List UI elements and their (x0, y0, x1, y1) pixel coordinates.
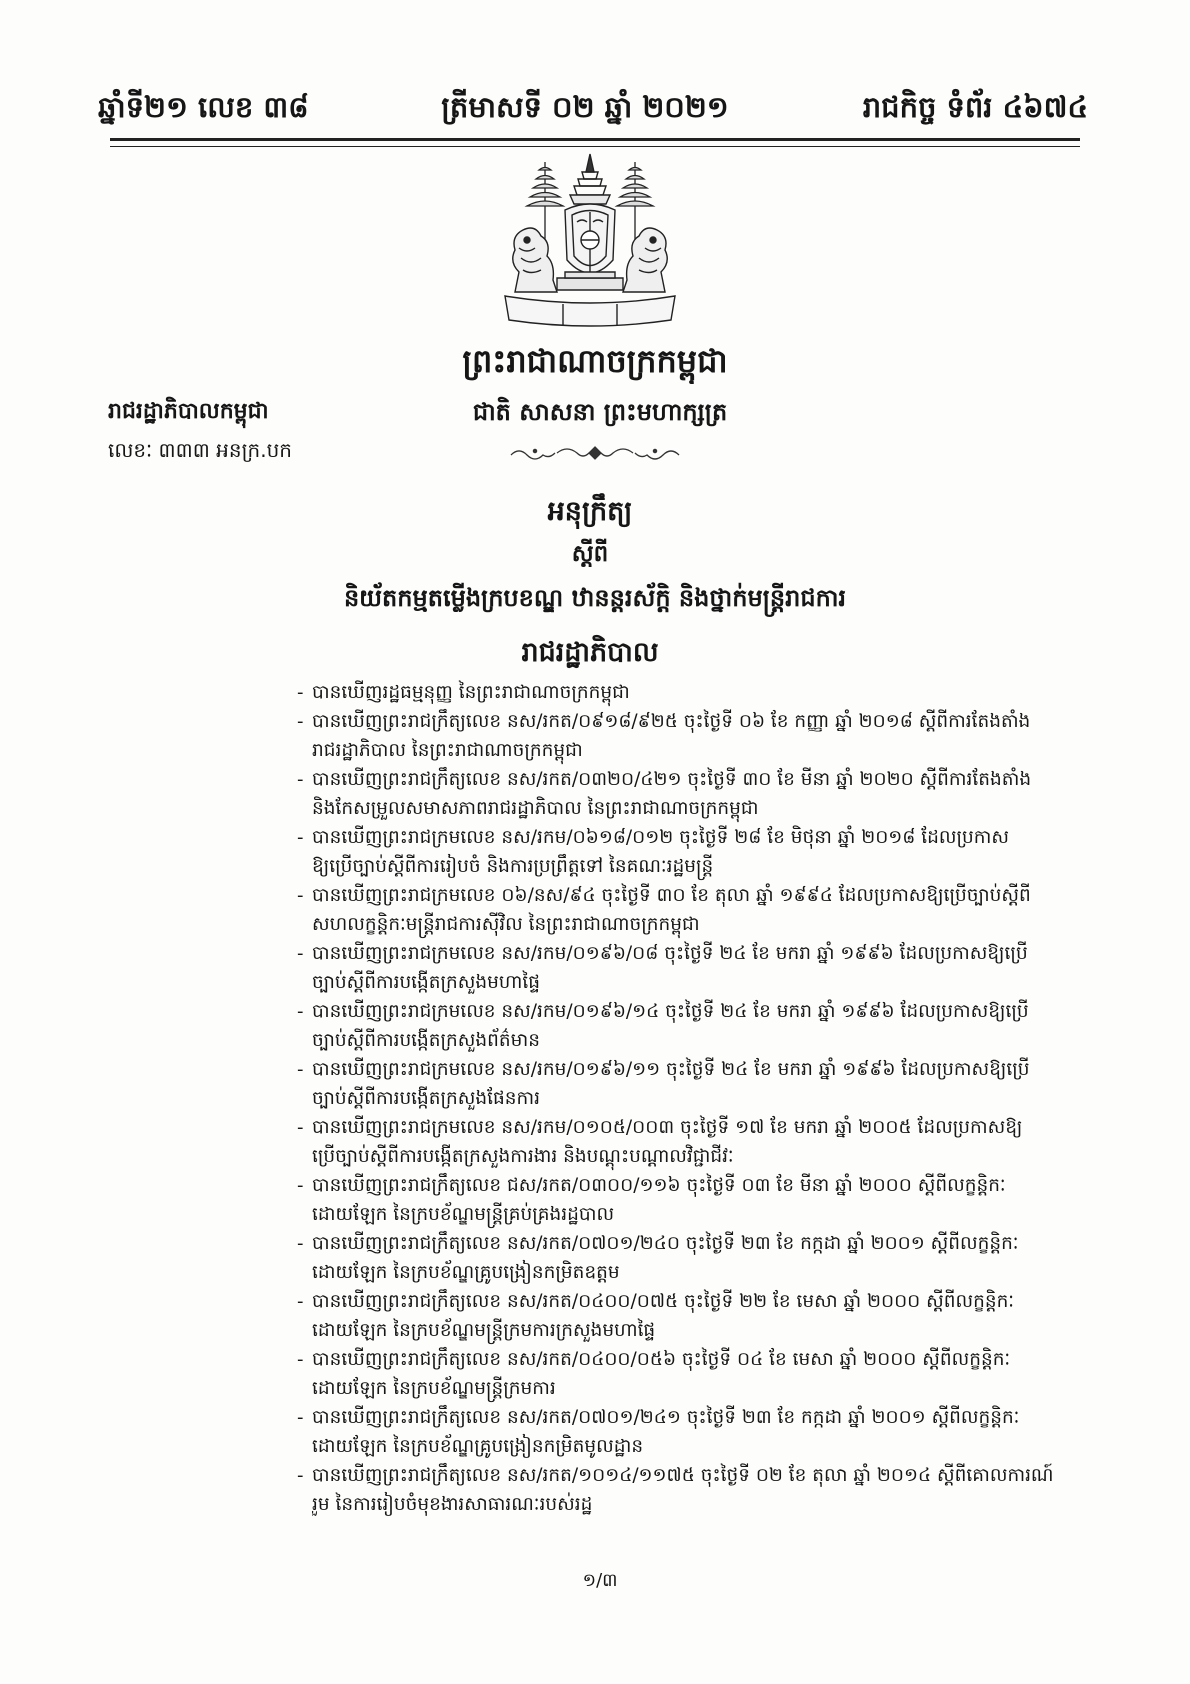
consideration-line: បានឃើញព្រះរាជក្រឹត្យលេខ នស/រកត/០៤០០/០៧៥ ចុះថ្ងៃទី ២២ ខែ មេសា ឆ្នាំ ២០០០ ស្តីពីលក្ខន្តិកៈ (312, 1291, 1014, 1312)
consideration-line: បានឃើញព្រះរាជក្រឹត្យលេខ នស/រកត/០៣២០/៤២១ ចុះថ្ងៃទី ៣០ ខែ មីនា ឆ្នាំ ២០២០ ស្តីពីការតែងតាំង (312, 769, 1032, 790)
list-marker: - (297, 1175, 304, 1196)
consideration-line: ឱ្យប្រើច្បាប់ស្តីពីការរៀបចំ និងការប្រព្រឹត្តទៅ នៃគណៈរដ្ឋមន្ត្រី (312, 856, 714, 877)
list-item (297, 1345, 1087, 1403)
ribbon-banner (505, 296, 675, 326)
list-marker: - (297, 1465, 304, 1486)
consideration-line: សហលក្ខន្តិកៈមន្ត្រីរាជការស៊ីវិល នៃព្រះរាជាណាចក្រកម្ពុជា (312, 914, 700, 935)
list-item (297, 881, 1087, 939)
list-marker: - (297, 943, 304, 964)
consideration-line: បានឃើញព្រះរាជក្រឹត្យលេខ នស/រកត/០៧០១/២៤១ ចុះថ្ងៃទី ២៣ ខែ កក្កដា ឆ្នាំ ២០០១ ស្តីពីលក្ខន្តិកៈ (312, 1407, 1020, 1428)
consideration-line: បានឃើញព្រះរាជក្រមលេខ នស/រកម/០១០៥/០០៣ ចុះថ្ងៃទី ១៧ ខែ មករា ឆ្នាំ ២០០៥ ដែលប្រកាសឱ្យ (312, 1117, 1023, 1138)
list-item (297, 1113, 1087, 1171)
list-marker: - (297, 1407, 304, 1428)
list-marker: - (297, 827, 304, 848)
list-marker: - (297, 769, 304, 790)
gazette-quarter: ត្រីមាសទី ០២ ឆ្នាំ ២០២១ (441, 90, 729, 124)
issuing-government: រាជរដ្ឋាភិបាលកម្ពុជា (108, 399, 269, 424)
consideration-line: បានឃើញព្រះរាជក្រឹត្យលេខ នស/រកត/០៩១៨/៩២៥ ចុះថ្ងៃទី ០៦ ខែ កញ្ញា ឆ្នាំ ២០១៨ ស្តីពីការតែងតាំង (312, 711, 1031, 732)
consideration-line: ដោយឡែក នៃក្របខ័ណ្ឌមន្ត្រីគ្រប់គ្រងរដ្ឋបាល (312, 1204, 615, 1225)
consideration-line: ដោយឡែក នៃក្របខ័ណ្ឌគ្រូបង្រៀនកម្រិតឧត្តម (312, 1262, 620, 1283)
consideration-line: ដោយឡែក នៃក្របខ័ណ្ឌមន្ត្រីក្រមការ (312, 1378, 556, 1399)
consideration-line: និងកែសម្រួលសមាសភាពរាជរដ្ឋាភិបាល នៃព្រះរាជាណាចក្រកម្ពុជា (312, 798, 759, 819)
pedestal (557, 272, 623, 290)
kingdom-name: ព្រះរាជាណាចក្រកម្ពុជា (462, 342, 728, 380)
list-marker: - (297, 1059, 304, 1080)
consideration-line: បានឃើញព្រះរាជក្រមលេខ នស/រកម/០១៩៦/១៤ ចុះថ្ងៃទី ២៤ ខែ មករា ឆ្នាំ ១៩៩៦ ដែលប្រកាសឱ្យប្រើ (312, 1001, 1029, 1022)
royal-coat-of-arms (495, 152, 685, 332)
consideration-line: ដោយឡែក នៃក្របខ័ណ្ឌគ្រូបង្រៀនកម្រិតមូលដ្ឋាន (312, 1436, 644, 1457)
consideration-line: បានឃើញព្រះរាជក្រមលេខ ០៦/នស/៩៤ ចុះថ្ងៃទី ៣០ ខែ តុលា ឆ្នាំ ១៩៩៤ ដែលប្រកាសឱ្យប្រើច្បាប់ស្តីពី (312, 885, 1031, 906)
document-subject: និយ័តកម្មតម្លើងក្របខណ្ឌ ឋានន្តរស័ក្តិ និងថ្នាក់មន្ត្រីរាជការ (343, 584, 847, 612)
consideration-line: បានឃើញព្រះរាជក្រឹត្យលេខ នស/រកត/០៤០០/០៥៦ ចុះថ្ងៃទី ០៤ ខែ មេសា ឆ្នាំ ២០០០ ស្តីពីលក្ខន្តិកៈ (312, 1349, 1011, 1370)
consideration-line: បានឃើញព្រះរាជក្រមលេខ នស/រកម/០១៩៦/១១ ចុះថ្ងៃទី ២៤ ខែ មករា ឆ្នាំ ១៩៩៦ ដែលប្រកាសឱ្យប្រើ (312, 1059, 1030, 1080)
list-marker: - (297, 1117, 304, 1138)
list-item (297, 1171, 1087, 1229)
right-lion (623, 228, 667, 292)
list-item (297, 707, 1087, 765)
list-marker: - (297, 1001, 304, 1022)
consideration-line: ដោយឡែក នៃក្របខ័ណ្ឌមន្ត្រីក្រមការក្រសួងមហាផ្ទៃ (312, 1320, 656, 1341)
consideration-line: បានឃើញព្រះរាជក្រមលេខ នស/រកម/០៦១៨/០១២ ចុះថ្ងៃទី ២៨ ខែ មិថុនា ឆ្នាំ ២០១៨ ដែលប្រកាស (312, 827, 1009, 848)
list-item (297, 765, 1087, 823)
gazette-issue: ឆ្នាំទី២១ លេខ ៣៨ (98, 90, 309, 124)
issuing-authority: រាជរដ្ឋាភិបាល (521, 637, 659, 668)
considerations-list (297, 678, 1087, 1519)
list-item (297, 1055, 1087, 1113)
page-number: ១/៣ (582, 1570, 618, 1591)
list-item (297, 823, 1087, 881)
consideration-line: បានឃើញព្រះរាជក្រឹត្យលេខ ជស/រកត/០៣០០/១១៦ ចុះថ្ងៃទី ០៣ ខែ មីនា ឆ្នាំ ២០០០ ស្តីពីលក្ខន្តិកៈ (312, 1175, 1006, 1196)
consideration-line: ប្រើច្បាប់ស្តីពីការបង្កើតក្រសួងការងារ និងបណ្តុះបណ្តាលវិជ្ជាជីវៈ (312, 1146, 734, 1167)
consideration-line: ច្បាប់ស្តីពីការបង្កើតក្រសួងផែនការ (312, 1088, 540, 1109)
consideration-line: រួម នៃការរៀបចំមុខងារសាធារណៈរបស់រដ្ឋ (312, 1494, 593, 1515)
list-item (297, 1403, 1087, 1461)
national-motto: ជាតិ សាសនា ព្រះមហាក្សត្រ (472, 398, 728, 426)
list-marker: - (297, 885, 304, 906)
document-type: អនុក្រឹត្យ (547, 496, 633, 527)
header-divider (110, 138, 1080, 147)
list-marker: - (297, 682, 304, 703)
consideration-line: បានឃើញព្រះរាជក្រឹត្យលេខ នស/រកត/១០១៤/១១៧៥ ចុះថ្ងៃទី ០២ ខែ តុលា ឆ្នាំ ២០១៤ ស្តីពីគោលការណ៍ (312, 1465, 1054, 1486)
list-item (297, 997, 1087, 1055)
list-marker: - (297, 711, 304, 732)
list-item (297, 939, 1087, 997)
list-marker: - (297, 1291, 304, 1312)
list-item (297, 1229, 1087, 1287)
list-item (297, 678, 1087, 707)
consideration-line: ច្បាប់ស្តីពីការបង្កើតក្រសួងមហាផ្ទៃ (312, 972, 540, 993)
consideration-line: ច្បាប់ស្តីពីការបង្កើតក្រសួងព័ត៌មាន (312, 1030, 540, 1051)
consideration-line: បានឃើញព្រះរាជក្រឹត្យលេខ នស/រកត/០៧០១/២៤០ ចុះថ្ងៃទី ២៣ ខែ កក្កដា ឆ្នាំ ២០០១ ស្តីពីលក្ខន្តិកៈ (312, 1233, 1019, 1254)
left-lion (513, 228, 557, 292)
central-shield (565, 204, 615, 273)
list-marker: - (297, 1233, 304, 1254)
consideration-line: រាជរដ្ឋាភិបាល នៃព្រះរាជាណាចក្រកម្ពុជា (312, 740, 583, 761)
decorative-ornament (505, 441, 685, 465)
list-marker: - (297, 1349, 304, 1370)
reference-number: លេខៈ ៣៣៣ អនក្រ.បក (108, 438, 292, 462)
gazette-page-label: រាជកិច្ច ទំព័រ ៤៦៧៤ (862, 90, 1088, 124)
list-item (297, 1461, 1087, 1519)
list-item (297, 1287, 1087, 1345)
crown-spire (570, 154, 610, 204)
about-label: ស្តីពី (571, 541, 609, 567)
consideration-line: បានឃើញរដ្ឋធម្មនុញ្ញ នៃព្រះរាជាណាចក្រកម្ពុជា (312, 682, 630, 703)
consideration-line: បានឃើញព្រះរាជក្រមលេខ នស/រកម/០១៩៦/០៨ ចុះថ្ងៃទី ២៤ ខែ មករា ឆ្នាំ ១៩៩៦ ដែលប្រកាសឱ្យប្រើ (312, 943, 1028, 964)
